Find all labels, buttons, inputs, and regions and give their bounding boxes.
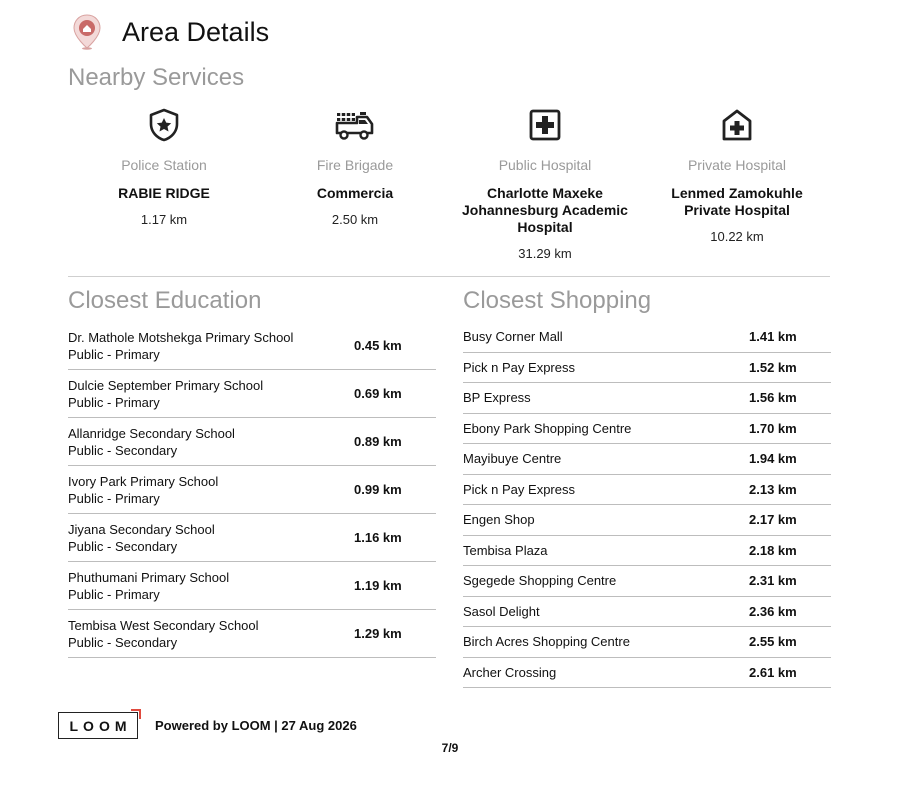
- school-distance: 1.16 km: [354, 530, 402, 545]
- service-type: Fire Brigade: [316, 157, 394, 173]
- public-hospital-icon: [528, 108, 562, 142]
- list-item: [463, 658, 831, 689]
- list-item: [463, 475, 831, 506]
- shop-distance: 2.17 km: [749, 512, 797, 528]
- shop-distance: 1.94 km: [749, 451, 797, 467]
- shop-name: Pick n Pay Express: [463, 481, 575, 497]
- school-category: Public - Secondary: [68, 634, 178, 650]
- school-category: Public - Primary: [68, 490, 160, 506]
- list-item: [68, 562, 436, 610]
- page-header: [72, 14, 269, 50]
- shop-distance: 2.36 km: [749, 603, 797, 619]
- service-police: [79, 108, 249, 227]
- nearby-services: [70, 108, 830, 268]
- service-distance: 10.22 km: [710, 229, 764, 244]
- page-title: Area Details: [122, 16, 270, 47]
- list-item: [68, 322, 436, 370]
- shop-name: Archer Crossing: [463, 664, 557, 680]
- fire-truck-icon: [335, 109, 375, 141]
- list-item: [463, 414, 831, 445]
- logo-corner-accent: [131, 709, 141, 719]
- shop-name: Birch Acres Shopping Centre: [463, 634, 630, 650]
- list-item: [68, 466, 436, 514]
- list-item: [68, 370, 436, 418]
- shop-distance: 2.18 km: [749, 542, 797, 558]
- list-item: [463, 353, 831, 384]
- shop-distance: 1.41 km: [749, 329, 797, 345]
- list-item: [463, 627, 831, 658]
- school-category: Public - Primary: [68, 346, 160, 362]
- shop-name: Engen Shop: [463, 512, 535, 528]
- service-type: Police Station: [121, 157, 207, 173]
- shopping-title: Closest Shopping: [463, 287, 652, 314]
- service-distance: 31.29 km: [518, 246, 572, 261]
- list-item: [463, 505, 831, 536]
- school-category: Public - Primary: [68, 586, 160, 602]
- service-type: Public Hospital: [498, 157, 592, 173]
- service-name: Commercia: [316, 185, 394, 201]
- list-item: [463, 383, 831, 414]
- shop-distance: 2.55 km: [749, 634, 797, 650]
- school-distance: 1.29 km: [354, 626, 402, 641]
- shopping-list: [463, 322, 831, 688]
- shop-distance: 2.13 km: [749, 481, 797, 497]
- shop-name: Sgegede Shopping Centre: [463, 573, 617, 589]
- school-distance: 0.45 km: [354, 338, 402, 353]
- shop-name: Pick n Pay Express: [463, 359, 575, 375]
- shop-name: Tembisa Plaza: [463, 542, 548, 558]
- school-category: Public - Secondary: [68, 442, 178, 458]
- list-item: [463, 444, 831, 475]
- shop-name: Sasol Delight: [463, 603, 540, 619]
- loom-logo-text: LOOM: [69, 717, 132, 734]
- police-shield-icon: [148, 108, 180, 142]
- service-public-hospital: [460, 108, 630, 261]
- service-distance: 1.17 km: [140, 212, 188, 227]
- school-name: Tembisa West Secondary School: [68, 617, 259, 633]
- list-item: [463, 536, 831, 567]
- school-name: Dr. Mathole Motshekga Primary School: [68, 329, 294, 345]
- education-title: Closest Education: [68, 287, 262, 314]
- school-category: Public - Primary: [68, 394, 160, 410]
- shop-name: Mayibuye Centre: [463, 451, 562, 467]
- page-number: 7/9: [441, 741, 459, 755]
- list-item: [68, 610, 436, 658]
- shop-distance: 1.70 km: [749, 420, 797, 436]
- school-name: Allanridge Secondary School: [68, 425, 235, 441]
- education-list: [68, 322, 436, 658]
- school-distance: 0.99 km: [354, 482, 402, 497]
- service-name: Charlotte Maxeke Johannesburg Academic Hospital: [462, 185, 628, 235]
- list-item: [463, 597, 831, 628]
- shop-distance: 1.52 km: [749, 359, 797, 375]
- private-hospital-icon: [721, 108, 753, 142]
- shop-distance: 1.56 km: [749, 390, 797, 406]
- page-footer: [58, 712, 357, 739]
- list-item: [68, 418, 436, 466]
- service-name: RABIE RIDGE: [118, 185, 210, 201]
- list-item: [68, 514, 436, 562]
- section-divider: [68, 276, 830, 277]
- service-distance: 2.50 km: [331, 212, 379, 227]
- shop-distance: 2.31 km: [749, 573, 797, 589]
- school-distance: 0.89 km: [354, 434, 402, 449]
- location-pin-icon: [72, 14, 102, 50]
- shop-name: Busy Corner Mall: [463, 329, 563, 345]
- shop-name: BP Express: [463, 390, 531, 406]
- shop-distance: 2.61 km: [749, 664, 797, 680]
- service-private-hospital: [652, 108, 822, 244]
- nearby-services-title: Nearby Services: [68, 64, 245, 91]
- school-name: Dulcie September Primary School: [68, 377, 264, 393]
- powered-by-text: Powered by LOOM | 27 Aug 2026: [155, 718, 357, 733]
- school-name: Phuthumani Primary School: [68, 569, 230, 585]
- shop-name: Ebony Park Shopping Centre: [463, 420, 632, 436]
- school-name: Jiyana Secondary School: [68, 521, 215, 537]
- list-item: [463, 566, 831, 597]
- list-item: [463, 322, 831, 353]
- school-category: Public - Secondary: [68, 538, 178, 554]
- loom-logo: [58, 712, 138, 739]
- service-fire-brigade: [270, 108, 440, 227]
- service-type: Private Hospital: [687, 157, 787, 173]
- school-distance: 0.69 km: [354, 386, 402, 401]
- school-distance: 1.19 km: [354, 578, 402, 593]
- school-name: Ivory Park Primary School: [68, 473, 219, 489]
- service-name: Lenmed Zamokuhle Private Hospital: [671, 185, 803, 218]
